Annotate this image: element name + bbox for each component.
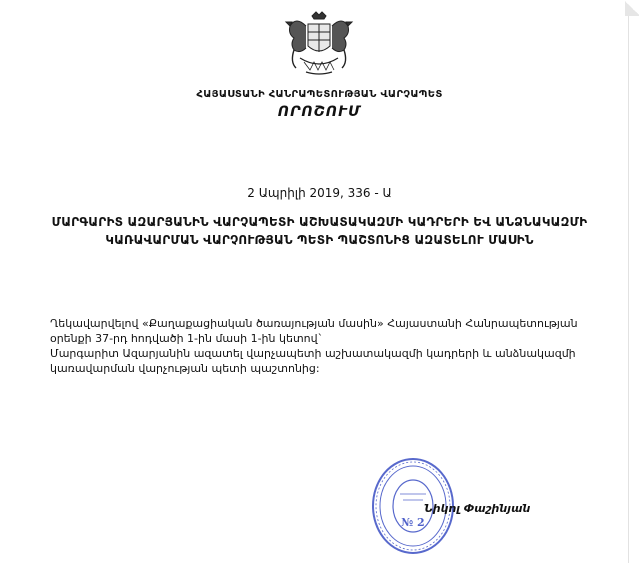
document-date-number: 2 Ապրիլի 2019, 336 - Ա <box>247 186 392 200</box>
page-edge-line <box>628 0 629 563</box>
body-line: կառավարման վարչության պետի պաշտոնից: <box>50 362 320 375</box>
body-line: Մարգարիտ Ազարյանին ազատել վարչապետի աշխատակազմի կադրերի և անձնակազմի <box>50 347 576 360</box>
document-type-heading: ՈՐՈՇՈՒՄ <box>277 104 362 120</box>
document-body <box>50 316 590 376</box>
government-name: ՀԱՅԱՍՏԱՆԻ ՀԱՆՐԱՊԵՏՈՒԹՅԱՆ ՎԱՐՉԱՊԵՏ <box>196 89 443 100</box>
document-title-line: ԿԱՌԱՎԱՐՄԱՆ ՎԱՐՉՈՒԹՅԱՆ ՊԵՏԻ ՊԱՇՏՈՆԻՑ ԱԶԱՏԵԼՈՒ ՄԱՍԻՆ <box>105 233 534 247</box>
document-title <box>40 213 599 249</box>
body-line: օրենքի 37-րդ հոդվածի 1-ին մասի 1-ին կետով` <box>50 332 324 345</box>
stamp-number: № 2 <box>401 516 425 529</box>
signatory-name: Նիկոլ Փաշինյան <box>424 502 531 515</box>
body-line: Ղեկավարվելով «Քաղաքացիական ծառայության մասին» Հայաստանի Հանրապետության <box>50 317 578 330</box>
document-title-line: ՄԱՐԳԱՐԻՏ ԱԶԱՐՅԱՆԻՆ ՎԱՐՉԱՊԵՏԻ ԱՇԽԱՏԱԿԱԶՄԻ ԿԱԴՐԵՐԻ ԵՎ ԱՆՁՆԱԿԱԶՄԻ <box>51 215 588 229</box>
page-corner-fold <box>625 0 639 16</box>
coat-of-arms-of-armenia-icon <box>284 10 354 76</box>
